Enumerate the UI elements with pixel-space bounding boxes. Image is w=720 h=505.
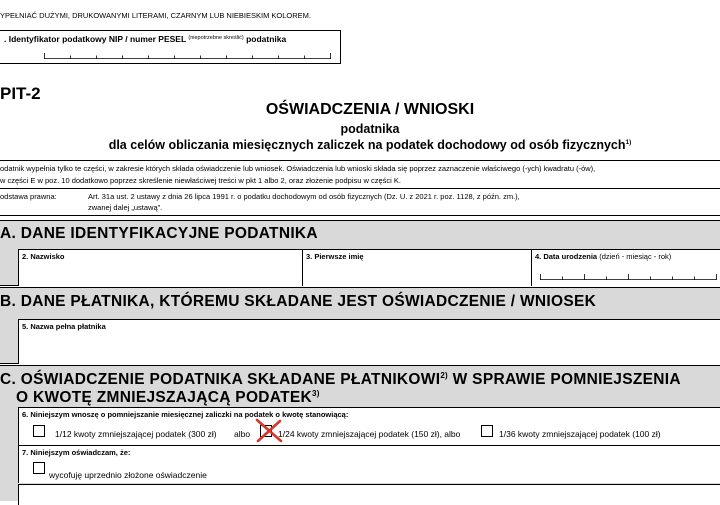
option-1-12-checkbox[interactable] [33, 425, 45, 437]
section-b [0, 287, 720, 364]
nip-digit-ticks [44, 53, 334, 59]
section-a [0, 220, 720, 286]
nip-pesel-field[interactable] [0, 30, 341, 64]
field-6-label: 6. Niniejszym wnoszę o pomniejszanie miesięcznej zaliczki na podatek o kwotę stanowiącą: [22, 410, 349, 419]
form-title: OŚWIADCZENIA / WNIOSKI [265, 101, 475, 118]
field-7-statement [18, 445, 720, 483]
withdraw-statement-checkbox[interactable] [33, 462, 45, 474]
instructions-line-1: odatnik wypełnia tylko te części, w zakresie których składa oświadczenie lub wniosek. Oświadczenia lub wnioski składa się poprzez zaznaczenie właściwego (-ych) kwadratu (-ów), [0, 164, 596, 173]
surname-field[interactable] [18, 249, 302, 286]
section-a-title: A. DANE IDENTYFIKACYJNE PODATNIKA [0, 225, 318, 242]
next-field-partial [18, 484, 720, 505]
form-subtitle-purpose: dla celów obliczania miesięcznych zaliczek na podatek dochodowy od osób fizycznych$^{1)}$ [108, 138, 632, 152]
field-7-label: 7. Niniejszym oświadczam, że: [22, 448, 131, 457]
legal-basis-line-1: Art. 31a ust. 2 ustawy z dnia 26 lipca 1991 r. o podatku dochodowym od osób fizycznych (Dz. U. z 2021 r. poz. 1128, z późn. zm.), [88, 192, 520, 201]
payer-name-label: 5. Nazwa pełna płatnika [22, 322, 106, 331]
section-c-title-line-1: C. OŚWIADCZENIE PODATNIKA SKŁADANE PŁATNIKOWI$^{2)}$ W SPRAWIE POMNIEJSZENIA [0, 371, 681, 389]
instructions-line-2: w części E w poz. 10 dodatkowo poprzez skreślenie niewłaściwej treści w pkt 1 albo 2, oraz złożenie podpisu w części K. [0, 176, 402, 185]
payer-name-field[interactable] [18, 319, 720, 364]
nip-pesel-label: . Identyfikator podatkowy NIP / numer PESEL $^{(niepotrzebne skreślić)}$ podatnika [4, 34, 287, 44]
albo-text: albo [234, 429, 251, 439]
option-1-36-checkbox[interactable] [481, 425, 493, 437]
form-code: PIT-2 [0, 84, 41, 103]
surname-label: 2. Nazwisko [22, 252, 65, 261]
withdraw-statement-label: wycofuję uprzednio złożone oświadczenie [49, 470, 207, 480]
section-b-title: B. DANE PŁATNIKA, KTÓREMU SKŁADANE JEST OŚWIADCZENIE / WNIOSEK [0, 293, 597, 310]
option-1-24-label: 1/24 kwoty zmniejszającej podatek (150 zł), albo [278, 429, 461, 439]
legal-basis-row [0, 188, 720, 216]
option-1-12-label: 1/12 kwoty zmniejszającej podatek (300 zł) [55, 429, 217, 439]
instructions-block [0, 160, 720, 189]
first-name-field[interactable] [302, 249, 531, 286]
birth-date-label: 4. Data urodzenia (dzień - miesiąc - rok) [535, 252, 672, 261]
option-1-36-label: 1/36 kwoty zmniejszającej podatek (100 zł) [499, 429, 661, 439]
form-subtitle-taxpayer: podatnika [340, 122, 400, 136]
first-name-label: 3. Pierwsze imię [306, 252, 364, 261]
section-c [0, 365, 720, 501]
section-c-title-line-2: O KWOTĘ ZMNIEJSZAJĄCĄ PODATEK$^{3)}$ [16, 389, 320, 407]
legal-basis-line-2: zwanej dalej „ustawą”. [88, 203, 163, 212]
top-instruction: YPEŁNIAĆ DUŻYMI, DRUKOWANYMI LITERAMI, CZARNYM LUB NIEBIESKIM KOLOREM. [0, 11, 312, 20]
legal-basis-label: odstawa prawna: [0, 192, 57, 201]
birth-date-field[interactable] [531, 249, 720, 286]
field-6-reduction-request [18, 407, 720, 445]
birth-date-ticks [540, 274, 720, 280]
